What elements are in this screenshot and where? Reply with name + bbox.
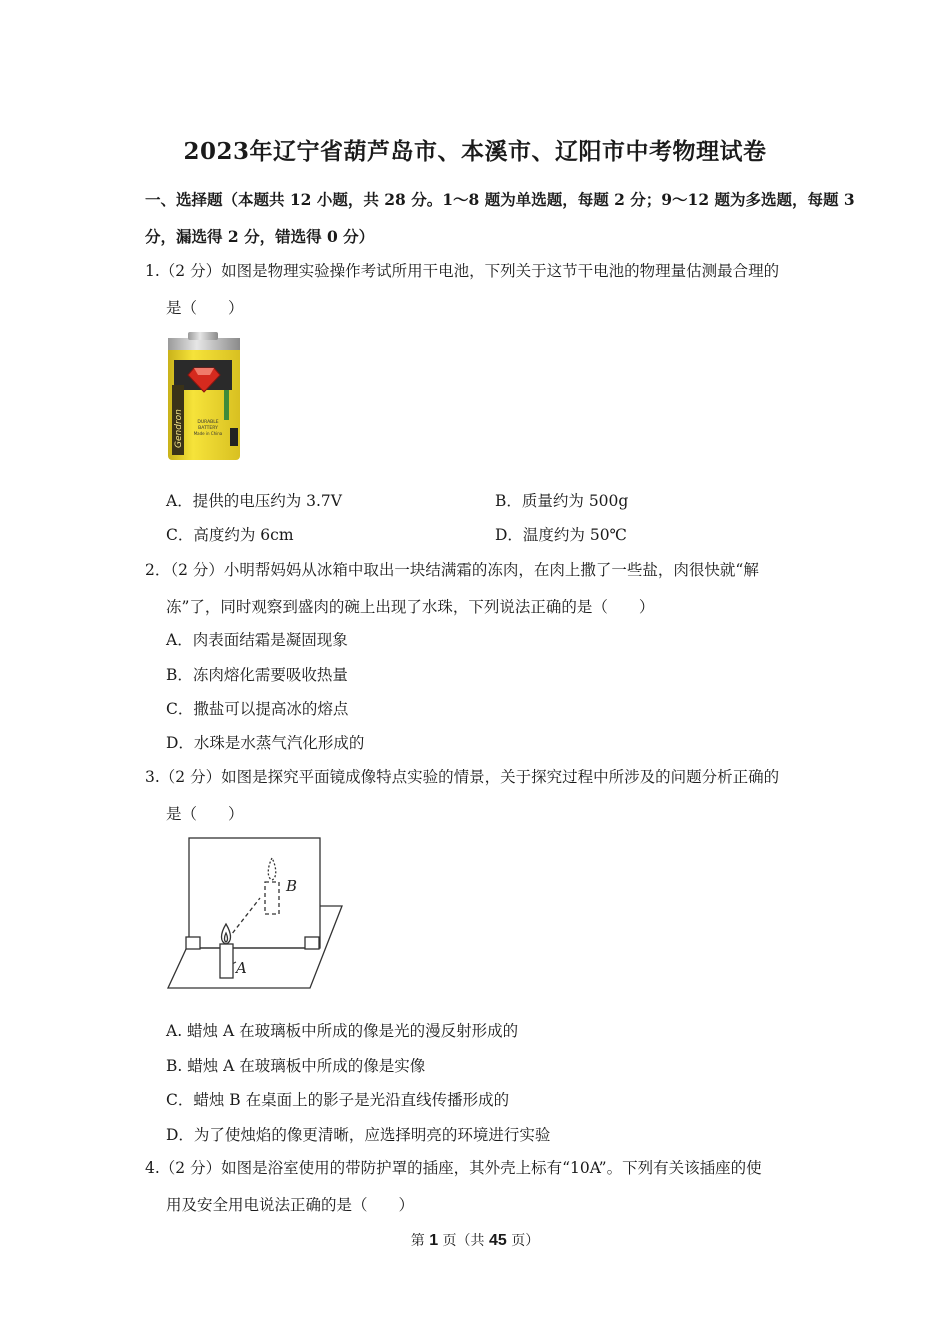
q2-option-c: C．撒盐可以提高冰的熔点 <box>166 700 349 718</box>
candle-b <box>265 882 279 914</box>
candle-a <box>220 944 233 978</box>
q1-option-c: C．高度约为 6cm <box>166 526 294 544</box>
plane-mirror-figure <box>164 834 346 994</box>
battery-label-1: DURABLE <box>197 420 219 425</box>
q4-stem-line2: 用及安全用电说法正确的是（ ） <box>166 1196 415 1214</box>
q3-option-c: C．蜡烛 B 在桌面上的影子是光沿直线传播形成的 <box>166 1091 510 1109</box>
q2-option-a: A．肉表面结霜是凝固现象 <box>166 631 348 649</box>
battery-label-2: BATTERY <box>198 426 218 431</box>
q1-option-a: A．提供的电压约为 3.7V <box>166 492 342 510</box>
q3-stem-line1: 3.（2 分）如图是探究平面镜成像特点实验的情景，关于探究过程中所涉及的问题分析正确的 <box>145 768 780 786</box>
q1-stem-line2: 是（ ） <box>166 299 244 317</box>
label-a: A <box>236 959 247 977</box>
q1-option-d: D．温度约为 50℃ <box>495 526 627 544</box>
q3-option-d: D．为了使烛焰的像更清晰，应选择明亮的环境进行实验 <box>166 1126 551 1144</box>
section-heading-line2: 分，漏选得 2 分，错选得 0 分） <box>145 227 375 246</box>
q1-stem-line1: 1.（2 分）如图是物理实验操作考试所用干电池，下列关于这节干电池的物理量估测最合理的 <box>145 262 780 280</box>
q3-option-a: A. 蜡烛 A 在玻璃板中所成的像是光的漫反射形成的 <box>166 1022 519 1040</box>
footer-prefix: 第 <box>410 1233 430 1249</box>
footer-suffix: 页） <box>506 1233 540 1249</box>
q2-option-b: B．冻肉熔化需要吸收热量 <box>166 666 348 684</box>
footer-mid: 页（共 <box>438 1233 489 1249</box>
q2-stem-line2: 冻”了，同时观察到盛肉的碗上出现了水珠，下列说法正确的是（ ） <box>166 598 655 616</box>
q4-stem-line1: 4.（2 分）如图是浴室使用的带防护罩的插座，其外壳上标有“10A”。下列有关该插座的使 <box>145 1159 762 1177</box>
q2-stem-line1: 2．（2 分）小明帮妈妈从冰箱中取出一块结满霜的冻肉，在肉上撒了一些盐，肉很快就“解 <box>145 561 759 579</box>
label-b: B <box>286 877 298 895</box>
footer-total-pages: 45 <box>489 1232 507 1249</box>
battery-brand: Gendron <box>174 409 184 448</box>
battery-label-3: Made in China <box>193 431 223 436</box>
section-heading-line1: 一、选择题（本题共 12 小题，共 28 分。1～8 题为单选题，每题 2 分；9～12 题为多选题，每题 3 <box>145 190 855 209</box>
page-footer <box>0 1230 950 1250</box>
q2-option-d: D．水珠是水蒸气汽化形成的 <box>166 734 365 752</box>
battery-figure <box>164 330 244 462</box>
q3-option-b: B. 蜡烛 A 在玻璃板中所成的像是实像 <box>166 1057 426 1075</box>
q3-stem-line2: 是（ ） <box>166 805 244 823</box>
battery-terminal <box>188 332 218 340</box>
page-title: 2023年辽宁省葫芦岛市、本溪市、辽阳市中考物理试卷 <box>183 138 767 165</box>
glass-plate <box>189 838 320 948</box>
footer-page-number: 1 <box>429 1232 439 1249</box>
q1-option-b: B．质量约为 500g <box>495 492 629 510</box>
